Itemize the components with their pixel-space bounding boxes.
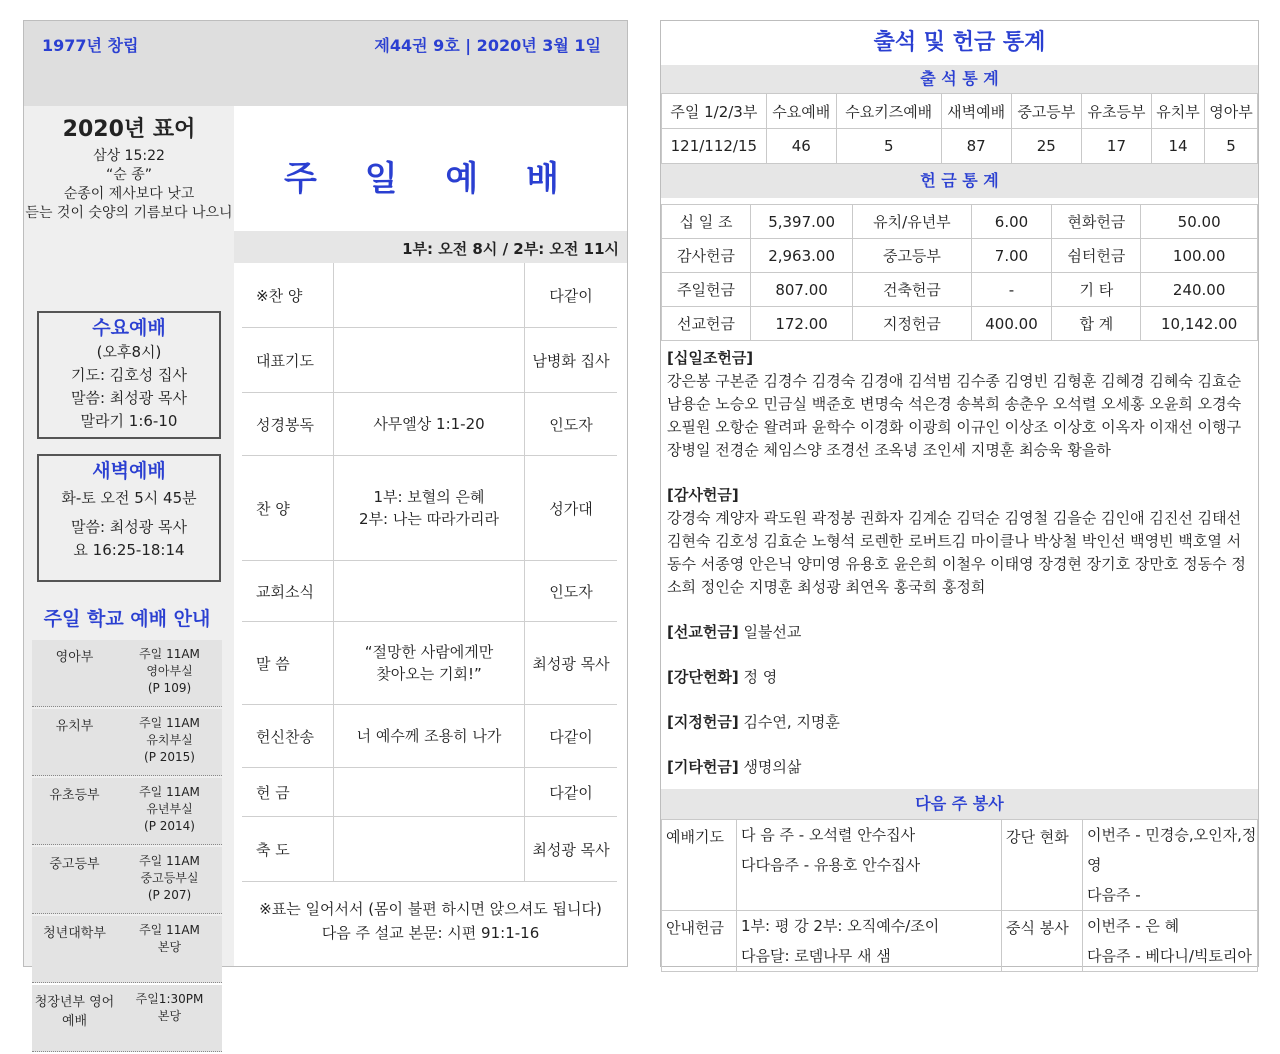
school-when — [117, 709, 222, 775]
wednesday-sermon: 말씀: 최성광 목사 — [70, 389, 188, 407]
order-leader: 인도자 — [549, 582, 593, 601]
school-when — [117, 778, 222, 844]
wednesday-prayer: 기도: 김호성 집사 — [70, 366, 188, 384]
offering-amount: 100.00 — [1141, 239, 1258, 273]
other-section — [667, 756, 1252, 779]
altar-section — [667, 666, 1252, 689]
attendance-header: 유치부 — [1152, 94, 1205, 129]
order-row — [242, 561, 617, 622]
flower-cell — [1083, 820, 1258, 911]
service-times: 1부: 오전 8시 / 2부: 오전 11시 — [402, 240, 619, 258]
attendance-value: 87 — [941, 129, 1011, 164]
flower-this: 이번주 - 민경승,오인자,정영 — [1087, 826, 1257, 874]
school-row — [32, 916, 222, 983]
offering-amount: 172.00 — [750, 307, 852, 341]
meal-label: 중식 봉사 — [1002, 911, 1083, 972]
offering-label: 쉼터헌금 — [1052, 239, 1141, 273]
order-item: ※찬 양 — [242, 263, 334, 327]
attendance-header: 수요키즈예배 — [836, 94, 941, 129]
order-item: 축 도 — [242, 817, 334, 881]
thanks-names: 강경숙 계양자 곽도원 곽정봉 권화자 김계순 김덕순 김영철 김을순 김인애 김진선 김태선 김현숙 김호성 김효순 노형석 로렌한 로버트김 마이클나 박상철 박인선 백영빈 백호열 서동수 서종영 안은닉 양미영 유용호 윤은희 이철우 이태영 장경현 장기호 장만호 정동수 정소희 정인순 지명훈 최성광 최연옥 홍국희 홍정희 — [667, 509, 1246, 596]
flower-next: 다음주 - — [1087, 886, 1141, 904]
attendance-value: 17 — [1081, 129, 1151, 164]
flower-label: 강단 현화 — [1002, 820, 1083, 911]
school-when — [117, 985, 222, 1051]
school-dept: 유치부 — [55, 719, 94, 734]
sunday-school-guide — [32, 604, 222, 1054]
order-leader: 최성광 목사 — [532, 840, 610, 859]
order-leader: 다같이 — [549, 286, 593, 305]
stats-title: 출석 및 헌금 통계 — [873, 30, 1046, 55]
offering-row — [662, 273, 1258, 307]
tithe-label: [십일조헌금] — [667, 349, 754, 367]
dawn-title: 새벽예배 — [92, 460, 166, 482]
offering-label: 십 일 조 — [662, 205, 751, 239]
school-row — [32, 985, 222, 1052]
school-place: 본당 — [157, 1009, 182, 1023]
motto-ref: 삼상 15:22 — [93, 148, 165, 164]
school-time: 주일 11AM — [139, 647, 200, 661]
order-leader: 성가대 — [549, 499, 593, 518]
dawn-time: 화-토 오전 5시 45분 — [61, 489, 197, 507]
school-time: 주일1:30PM — [135, 992, 204, 1006]
offering-label: 선교헌금 — [662, 307, 751, 341]
attendance-header: 중고등부 — [1011, 94, 1081, 129]
attendance-value: 121/112/15 — [662, 129, 767, 164]
school-dept: 중고등부 — [49, 857, 100, 872]
offering-row — [662, 307, 1258, 341]
offering-row — [662, 205, 1258, 239]
motto-line1: 순종이 제사보다 낫고 — [63, 186, 195, 202]
order-row — [242, 456, 617, 561]
offering-amount: 240.00 — [1141, 273, 1258, 307]
wednesday-service-box — [37, 311, 221, 439]
offering-amount: 807.00 — [750, 273, 852, 307]
attendance-header: 주일 1/2/3부 — [662, 94, 767, 129]
standing-note: ※표는 일어서서 (몸이 불편 하시면 앉으셔도 됩니다) — [259, 900, 602, 918]
order-item: 대표기도 — [242, 328, 334, 392]
mission-names: 일불선교 — [738, 623, 802, 641]
wednesday-title: 수요예배 — [92, 317, 166, 339]
offering-amount: 400.00 — [971, 307, 1052, 341]
order-row — [242, 768, 617, 817]
order-of-worship — [242, 263, 617, 882]
prayer-next: 다 음 주 - 오석렬 안수집사 — [741, 826, 916, 844]
school-place: 본당 — [157, 940, 182, 954]
offering-label: 기 타 — [1052, 273, 1141, 307]
order-content — [334, 328, 525, 392]
order-row — [242, 263, 617, 328]
school-place: 유년부실 — [146, 802, 193, 816]
tithe-section — [667, 347, 1252, 462]
usher-cell — [737, 911, 1002, 972]
designated-section — [667, 711, 1252, 734]
order-row — [242, 328, 617, 393]
bulletin-header — [24, 21, 627, 106]
school-title: 주일 학교 예배 안내 — [43, 608, 211, 630]
order-content — [334, 561, 525, 621]
attendance-value: 25 — [1011, 129, 1081, 164]
attendance-value: 46 — [766, 129, 836, 164]
motto-theme: “순 종” — [105, 167, 152, 183]
school-dept: 청년대학부 — [43, 926, 106, 941]
offering-label: 주일헌금 — [662, 273, 751, 307]
main-title: 주 일 예 배 — [284, 159, 577, 199]
bulletin-left-page — [23, 20, 628, 1029]
attendance-header: 새벽예배 — [941, 94, 1011, 129]
order-item: 성경봉독 — [242, 393, 334, 455]
next-sermon-text: 다음 주 설교 본문: 시편 91:1-16 — [321, 924, 540, 942]
school-time: 주일 11AM — [139, 785, 200, 799]
offering-amount: 10,142.00 — [1141, 307, 1258, 341]
school-row — [32, 709, 222, 776]
offering-label: 지정헌금 — [853, 307, 971, 341]
attendance-header: 유초등부 — [1081, 94, 1151, 129]
school-room: (P 2014) — [144, 819, 195, 833]
order-item: 찬 양 — [242, 456, 334, 560]
school-dept: 영아부 — [55, 650, 94, 665]
order-content: 1부: 보혈의 은혜 2부: 나는 따라가리라 — [334, 456, 525, 560]
prayer-after: 다다음주 - 유용호 안수집사 — [741, 856, 921, 874]
prayer-label: 예배기도 — [662, 820, 737, 911]
prayer-cell — [737, 820, 1002, 911]
school-when — [117, 640, 222, 706]
founded-text: 1977년 창립 — [42, 36, 139, 55]
school-row — [32, 847, 222, 914]
school-row — [32, 778, 222, 845]
school-time: 주일 11AM — [139, 854, 200, 868]
order-content — [334, 263, 525, 327]
year-motto — [24, 112, 234, 223]
school-room: (P 2015) — [144, 750, 195, 764]
school-when — [117, 916, 222, 982]
designated-names: 김수연, 지명훈 — [738, 713, 840, 731]
altar-names: 정 영 — [738, 668, 778, 686]
order-content: “절망한 사람에게만 찾아오는 기회!” — [334, 622, 525, 704]
dawn-sermon: 말씀: 최성광 목사 — [70, 518, 188, 536]
attendance-header: 영아부 — [1205, 94, 1258, 129]
order-content: 사무엘상 1:1-20 — [334, 393, 525, 455]
mission-section — [667, 621, 1252, 644]
order-content: 너 예수께 조용히 나가 — [334, 705, 525, 767]
tithe-names: 강은봉 구본준 김경수 김경숙 김경애 김석범 김수종 김영빈 김형훈 김혜경 김혜숙 김효순 남용순 노승오 민금실 백준호 변명숙 석은경 송복희 송춘우 오석렬 오세홍 오윤희 오경숙 오필원 오항순 왈려파 윤학수 이경화 이광희 이규인 이상조 이상호 이옥자 이재선 이행구 장병일 전경순 체임스양 조경선 조옥녕 조인세 지명훈 최승욱 황을하 — [667, 372, 1242, 459]
other-names: 생명의삶 — [738, 758, 802, 776]
order-row — [242, 705, 617, 768]
attendance-header: 수요예배 — [766, 94, 836, 129]
school-room: (P 109) — [147, 681, 192, 695]
offering-amount: 50.00 — [1141, 205, 1258, 239]
offering-label: 중고등부 — [853, 239, 971, 273]
school-place: 유치부실 — [146, 733, 193, 747]
order-row — [242, 817, 617, 882]
school-place: 중고등부실 — [140, 871, 199, 885]
attendance-table — [661, 93, 1258, 164]
offering-names — [667, 347, 1252, 801]
usher-label: 안내헌금 — [662, 911, 737, 972]
order-content — [334, 817, 525, 881]
offering-table — [661, 204, 1258, 341]
service-title: 다음 주 봉사 — [661, 789, 1258, 819]
school-place: 영아부실 — [146, 664, 193, 678]
other-label: [기타헌금] — [667, 758, 739, 776]
school-dept: 유초등부 — [49, 788, 100, 803]
school-time: 주일 11AM — [139, 716, 200, 730]
motto-title: 2020년 표어 — [62, 117, 196, 142]
order-content — [334, 768, 525, 816]
footnote — [234, 897, 627, 945]
meal-cell — [1083, 911, 1258, 972]
meal-next: 다음주 - 베다니/빅토리아 — [1087, 947, 1252, 965]
offering-label: 합 계 — [1052, 307, 1141, 341]
motto-line2: 듣는 것이 숫양의 기름보다 나으니 — [25, 205, 233, 221]
offering-row — [662, 239, 1258, 273]
offering-label: 건축헌금 — [853, 273, 971, 307]
order-leader: 인도자 — [549, 415, 593, 434]
thanks-section — [667, 484, 1252, 599]
offering-amount: 7.00 — [971, 239, 1052, 273]
order-leader: 남병화 집사 — [532, 351, 610, 370]
school-when — [117, 847, 222, 913]
bulletin-right-page — [660, 20, 1259, 967]
offering-label: 현화헌금 — [1052, 205, 1141, 239]
offering-label: 유치/유년부 — [853, 205, 971, 239]
offering-amount: - — [971, 273, 1052, 307]
offering-amount: 5,397.00 — [750, 205, 852, 239]
attendance-value: 5 — [836, 129, 941, 164]
order-leader: 다같이 — [549, 783, 593, 802]
order-row — [242, 393, 617, 456]
order-leader: 다같이 — [549, 727, 593, 746]
usher-this: 1부: 평 강 2부: 오직예수/조이 — [741, 917, 940, 935]
offering-amount: 2,963.00 — [750, 239, 852, 273]
wednesday-text: 말라기 1:6-10 — [80, 412, 178, 430]
order-item: 교회소식 — [242, 561, 334, 621]
mission-label: [선교헌금] — [667, 623, 739, 641]
offering-label: 감사헌금 — [662, 239, 751, 273]
order-row — [242, 622, 617, 705]
attendance-value: 5 — [1205, 129, 1258, 164]
altar-label: [강단헌화] — [667, 668, 739, 686]
issue-info: 제44권 9호 | 2020년 3월 1일 — [374, 36, 601, 55]
order-item: 말 씀 — [242, 622, 334, 704]
school-row — [32, 640, 222, 707]
offering-amount: 6.00 — [971, 205, 1052, 239]
dawn-service-box — [37, 454, 221, 582]
school-room: (P 207) — [147, 888, 192, 902]
order-item: 헌 금 — [242, 768, 334, 816]
thanks-label: [감사헌금] — [667, 486, 739, 504]
service-table — [661, 819, 1258, 972]
order-leader: 최성광 목사 — [532, 654, 610, 673]
service-times-bar — [234, 231, 627, 263]
meal-this: 이번주 - 은 혜 — [1087, 917, 1180, 935]
sidebar — [24, 106, 234, 1029]
wednesday-time: (오후8시) — [96, 343, 162, 361]
offering-title: 헌 금 통 계 — [661, 164, 1258, 198]
school-dept: 청장년부 영어예배 — [34, 995, 115, 1029]
attendance-title: 출 석 통 계 — [661, 65, 1258, 93]
designated-label: [지정헌금] — [667, 713, 739, 731]
school-time: 주일 11AM — [139, 923, 200, 937]
dawn-text: 요 16:25-18:14 — [73, 541, 185, 559]
attendance-value: 14 — [1152, 129, 1205, 164]
order-item: 헌신찬송 — [242, 705, 334, 767]
usher-next: 다음달: 로뎀나무 새 샘 — [741, 947, 891, 965]
